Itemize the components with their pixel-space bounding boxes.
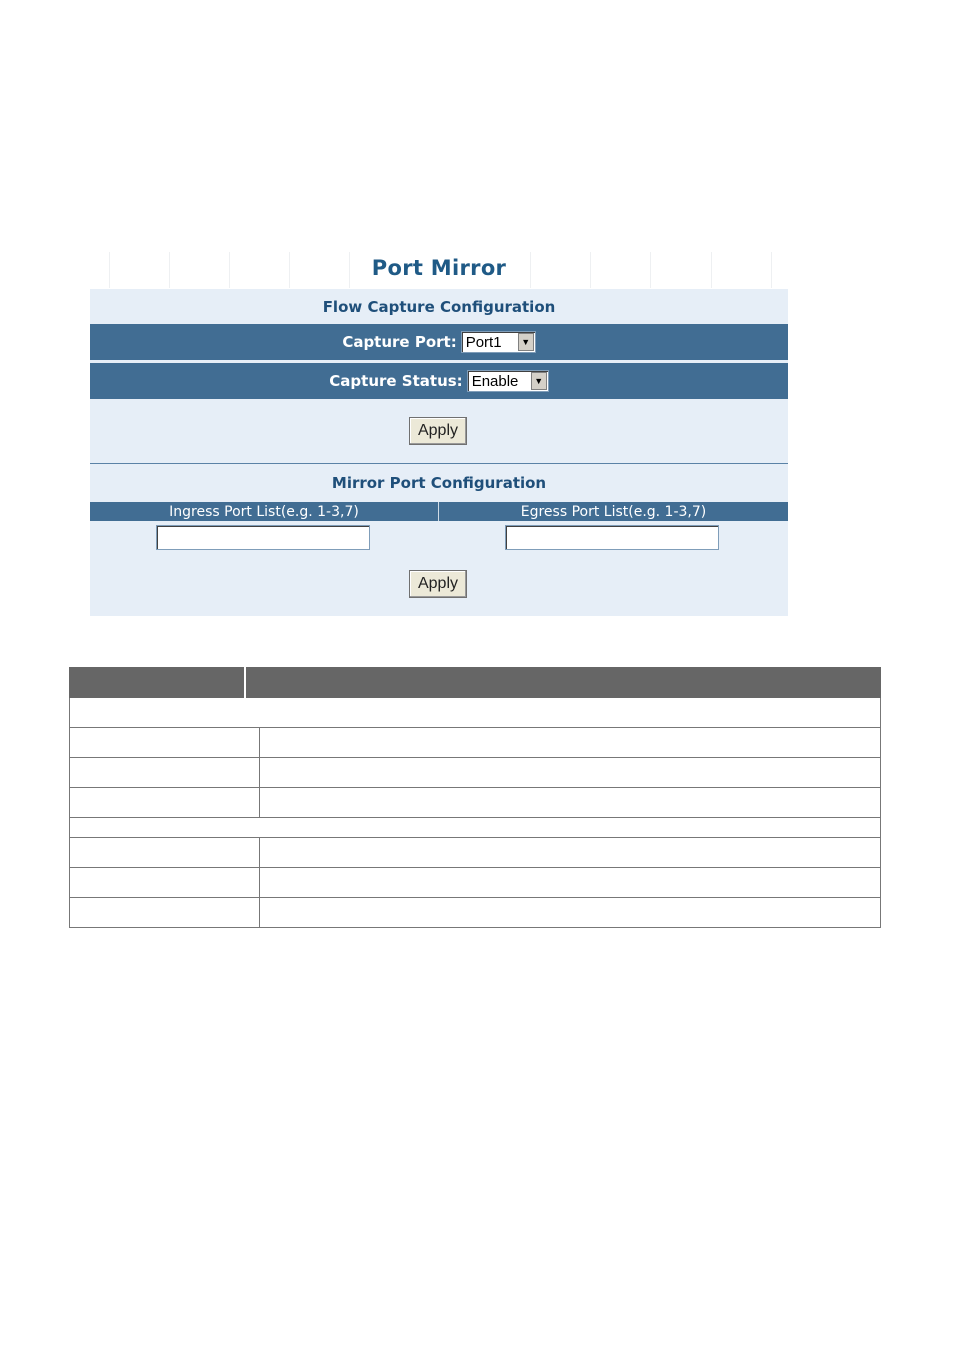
table-header	[69, 667, 881, 698]
ingress-port-list-header: Ingress Port List(e.g. 1-3,7)	[169, 503, 359, 520]
port-mirror-panel	[90, 289, 788, 616]
capture-status-row	[90, 363, 788, 399]
table-row	[69, 838, 881, 868]
mirror-port-section-title: Mirror Port Configuration	[331, 474, 547, 492]
flow-capture-section-title: Flow Capture Configuration	[322, 298, 556, 316]
mirror-port-apply-button[interactable]: Apply	[409, 570, 467, 598]
capture-port-select[interactable]	[461, 331, 536, 353]
section-divider	[90, 463, 788, 464]
table-row	[69, 788, 881, 818]
table-header-separator	[244, 667, 246, 698]
page-title: Port Mirror	[371, 256, 507, 280]
egress-port-list-header: Egress Port List(e.g. 1-3,7)	[520, 503, 707, 520]
egress-port-list-input[interactable]	[505, 525, 719, 550]
chevron-down-icon[interactable]: ▼	[518, 333, 534, 351]
table-section-row	[69, 698, 881, 728]
table-row	[69, 898, 881, 928]
table-row	[69, 728, 881, 758]
capture-status-value: Enable	[471, 372, 519, 390]
capture-status-label: Capture Status:	[329, 372, 463, 390]
description-table	[69, 667, 881, 929]
ingress-port-list-input[interactable]	[156, 525, 370, 550]
table-row	[69, 868, 881, 898]
flow-capture-apply-button[interactable]: Apply	[409, 417, 467, 445]
capture-status-select[interactable]	[467, 370, 549, 392]
chevron-down-icon[interactable]: ▼	[531, 372, 547, 390]
capture-port-row	[90, 324, 788, 360]
table-row	[69, 758, 881, 788]
capture-port-value: Port1	[465, 333, 502, 351]
mirror-port-header-bar	[90, 502, 788, 521]
capture-port-label: Capture Port:	[342, 333, 457, 351]
table-section-row	[69, 818, 881, 838]
